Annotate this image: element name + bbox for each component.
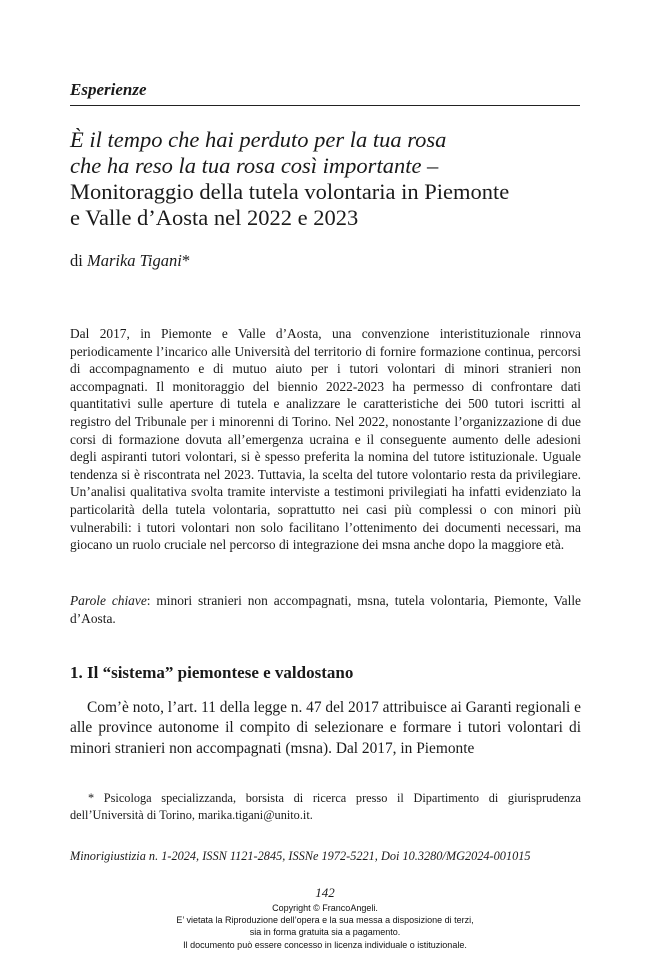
keywords	[70, 592, 581, 627]
author-name: Marika Tigani	[86, 251, 182, 270]
body-paragraph: Com’è noto, l’art. 11 della legge n. 47 del 2017 attribuisce ai Garanti regionali e alle province autonome il compito di selezionare e formare i tutori volontari di minori stranieri non accompagnati (msna). Dal 2017, in Piemonte	[70, 699, 581, 757]
keywords-text: : minori stranieri non accompagnati, msna, tutela volontaria, Piemonte, Valle d’Aosta.	[70, 593, 581, 626]
journal-citation: Minorigiustizia n. 1-2024, ISSN 1121-2845, ISSNe 1972-5221, Doi 10.3280/MG2024-001015	[70, 849, 531, 863]
copyright-line-4: Il documento può essere concesso in licenza individuale o istituzionale.	[183, 939, 467, 950]
title-italic-line-2: che ha reso la tua rosa così importante –	[70, 153, 439, 178]
copyright-line-1: Copyright © FrancoAngeli.	[272, 903, 378, 913]
section-label: Esperienze	[70, 80, 147, 99]
page-number: 142	[315, 885, 335, 900]
title-line-4: e Valle d’Aosta nel 2022 e 2023	[70, 205, 359, 230]
copyright-notice	[0, 902, 650, 951]
header-rule	[70, 105, 580, 106]
title-italic-line-1: È il tempo che hai perduto per la tua rosa	[70, 127, 447, 152]
section-heading: 1. Il “sistema” piemontese e valdostano	[70, 663, 354, 682]
copyright-line-3: sia in forma gratuita sia a pagamento.	[249, 927, 401, 938]
author-prefix: di	[70, 251, 83, 270]
article-title	[70, 127, 590, 231]
title-line-3: Monitoraggio della tutela volontaria in Piemonte	[70, 179, 510, 204]
copyright-line-2: E’ vietata la Riproduzione dell’opera e la sua messa a disposizione di terzi,	[176, 915, 474, 926]
keywords-label: Parole chiave	[70, 593, 147, 608]
author-footnote-mark: *	[181, 251, 191, 270]
footnote: * Psicologa specializzanda, borsista di ricerca presso il Dipartimento di giurisprudenza dell’Università di Torino, marika.tigani@unito.it.	[70, 791, 581, 822]
abstract: Dal 2017, in Piemonte e Valle d’Aosta, una convenzione interistituzionale rinnova periodicamente l’incarico alle Università del territorio di fornire formazione continua, percorsi di accompagnamento e di mutuo aiuto per i tutori volontari di minori stranieri non accompagnati. Il monitoraggio del biennio 2022-2023 ha permesso di confrontare dati quantitativi sulle aperture di tutela e analizzare le caratteristiche dei 500 tutori iscritti al registro del Tribunale per i minorenni di Torino. Nel 2022, nonostante l’organizzazione di due corsi di formazione dovuta all’emergenza ucraina e il conseguente aumento delle adesioni degli aspiranti tutori volontari, si è spesso preferita la nomina del tutore istituzionale. Uguale tendenza si è riscontrata nel 2023. Tuttavia, la scelta del tutore volontario resta da privilegiare. Un’analisi qualitativa svolta tramite interviste a testimoni privilegiati ha infatti evidenziato la particolarità della tutela volontaria, soprattutto nei casi più complessi o con minori più vulnerabili: i tutori volontari non solo facilitano l’ottenimento dei documenti necessari, ma giocano un ruolo cruciale nel percorso di integrazione dei msna anche dopo la maggiore età.	[70, 326, 581, 553]
author-line	[70, 251, 190, 271]
